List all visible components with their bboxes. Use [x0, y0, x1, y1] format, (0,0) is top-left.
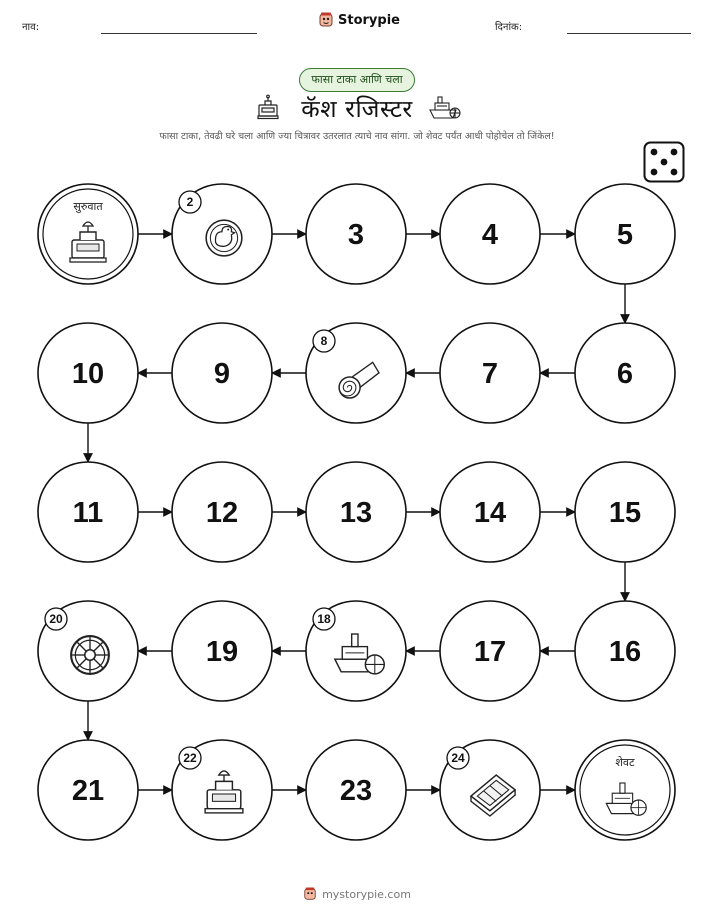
board-cell-19[interactable] — [172, 601, 272, 701]
board-cell-15[interactable] — [575, 462, 675, 562]
cell-number: 14 — [473, 497, 507, 529]
board-cell-10[interactable] — [38, 323, 138, 423]
board-cell-16[interactable] — [575, 601, 675, 701]
board-cell-14[interactable] — [440, 462, 540, 562]
badge-number: 22 — [183, 751, 197, 765]
cell-number: 17 — [473, 636, 507, 668]
board-cell-20[interactable] — [38, 601, 138, 701]
cell-number: 21 — [71, 775, 105, 807]
board-cell-8[interactable] — [306, 323, 406, 423]
cell-number: 11 — [72, 497, 104, 529]
board-cell-23[interactable] — [306, 740, 406, 840]
board-cell-5[interactable] — [575, 184, 675, 284]
board-cell-7[interactable] — [440, 323, 540, 423]
board-cell-21[interactable] — [38, 740, 138, 840]
badge-number: 8 — [320, 334, 328, 348]
board-cell-22[interactable] — [172, 740, 272, 840]
cell-number: 4 — [481, 219, 499, 251]
board-cell-9[interactable] — [172, 323, 272, 423]
storypie-mascot-icon — [303, 887, 317, 901]
cell-number: 12 — [205, 497, 239, 529]
cell-number: 13 — [339, 497, 373, 529]
cell-number: 19 — [205, 636, 239, 668]
board-cell-3[interactable] — [306, 184, 406, 284]
board-cell-4[interactable] — [440, 184, 540, 284]
footer — [0, 887, 714, 901]
ships-wheel-icon — [71, 636, 109, 674]
board-cell-18[interactable] — [306, 601, 406, 701]
board-cell-2[interactable] — [172, 184, 272, 284]
board-cell-25[interactable] — [575, 740, 675, 840]
game-type-pill: फासा टाका आणि चला — [299, 68, 415, 92]
cell-number: 3 — [347, 219, 365, 251]
end-label: शेवट — [615, 756, 635, 769]
badge-number: 24 — [451, 751, 465, 765]
badge-number: 2 — [186, 195, 194, 209]
footer-url[interactable]: mystorypie.com — [322, 887, 411, 901]
badge-number: 18 — [317, 612, 331, 626]
badge-number: 20 — [49, 612, 63, 626]
cell-number: 16 — [608, 636, 642, 668]
date-label: दिनांक: — [495, 22, 523, 33]
board-cell-17[interactable] — [440, 601, 540, 701]
start-label: सुरुवात — [73, 200, 103, 213]
cell-number: 6 — [616, 358, 634, 390]
duck-coin-icon — [206, 220, 242, 256]
board-cell-1[interactable] — [38, 184, 138, 284]
name-label: नाव: — [22, 22, 40, 33]
instructions-text: फासा टाका, तेवढी घरे चला आणि ज्या चित्रावर उतरलात त्याचे नाव सांगा. जो शेवट पर्यंत आधी पोहोचेल तो जिंकेल! — [159, 131, 555, 142]
board-cell-11[interactable] — [38, 462, 138, 562]
cell-number: 10 — [71, 358, 105, 390]
page-title: कॅश रजिस्टर — [301, 95, 413, 123]
cell-number: 15 — [608, 497, 642, 529]
brand-name: Storypie — [338, 12, 400, 28]
cell-number: 5 — [616, 219, 634, 251]
board-cell-6[interactable] — [575, 323, 675, 423]
cell-number: 23 — [339, 775, 373, 807]
cell-number: 7 — [481, 358, 499, 390]
board-cell-12[interactable] — [172, 462, 272, 562]
cell-number: 9 — [213, 358, 231, 390]
board-cell-13[interactable] — [306, 462, 406, 562]
board-cell-24[interactable] — [440, 740, 540, 840]
